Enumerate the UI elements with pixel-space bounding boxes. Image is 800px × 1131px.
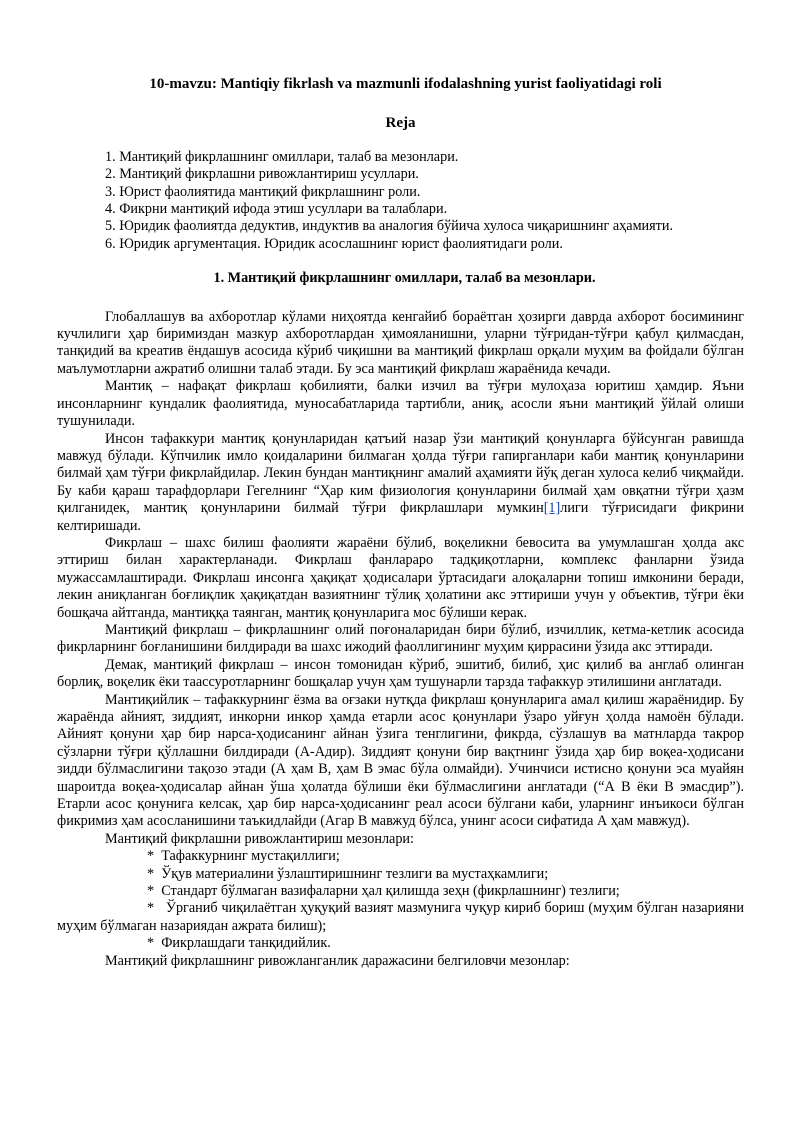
document-title: 10-mavzu: Mantiqiy fikrlash va mazmunli ifodalashning yurist faoliyatidagi roli bbox=[149, 76, 662, 92]
plan-heading: Reja bbox=[385, 115, 416, 132]
paragraph: Демак, мантиқий фикрлаш – инсон томонидан кўриб, эшитиб, билиб, ҳис қилиб ва англаб олинган борлиқ, воқелик ёки таассуротларнинг бошқалар учун ҳам тушунарли тарзда тафаккур этилишини англатади. bbox=[57, 656, 744, 691]
paragraph: Глобаллашув ва ахборотлар кўлами ниҳоятда кенгайиб бораётган ҳозирги даврда ахборот босимининг кучлилиги ҳар биримиздан мазкур ахборотлардан ҳимояланишни, уларни тўғридан-тўғри қабул қилмасдан, танқидий ва креатив ёндашув асосида кўриб чиқишни ва мантиқий фикрлаш орқали муҳим ва фойдали бўлган маълумотларни ажратиб олишни талаб этади. Бу эса мантиқий фикрлаш жараёнида кечади. bbox=[57, 308, 744, 377]
list-item-text: Стандарт бўлмаган вазифаларни ҳал қилишда зеҳн (фикрлашнинг) тезлиги; bbox=[161, 883, 620, 900]
list-item bbox=[57, 935, 744, 952]
paragraph-text: лиги тўғрисидаги фикрини келтиришади. bbox=[57, 500, 744, 534]
paragraph: Мантиқий фикрлаш – фикрлашнинг олий поғоналаридан бири бўлиб, изчиллик, кетма-кетлик асосида фикрларнинг боғланишини билдиради ва шахс ижодий фаоллигининг муҳим қиррасини ўзида акс эттиради. bbox=[57, 621, 744, 656]
list-item-text: Ўрганиб чиқилаётган ҳуқуқий вазият мазмунига чуқур кириб бориш (муҳим бўлган назарияни муҳим бўлмаган назариядан ажрата билиш); bbox=[57, 900, 745, 934]
list-item bbox=[57, 883, 744, 900]
paragraph-with-footnote bbox=[57, 431, 744, 535]
section-heading: 1. Мантиқий фикрлашнинг омиллари, талаб ва мезонлари. bbox=[213, 270, 596, 287]
list-item-text: Фикрлашдаги танқидийлик. bbox=[161, 935, 331, 952]
paragraph: Мантиқий фикрлашнинг ривожланганлик даражасини белгиловчи мезонлар: bbox=[105, 952, 570, 969]
plan-item: 2. Мантиқий фикрлашни ривожлантириш усуллари. bbox=[105, 166, 419, 183]
bullet-marker: * bbox=[147, 865, 155, 882]
bullet-marker: * bbox=[147, 935, 155, 952]
paragraph: Фикрлаш – шахс билиш фаолияти жараёни бўлиб, воқеликни бевосита ва умумлашган ҳолда акс эттириш билан характерланади. Фикрлаш фанлараро тадқиқотларни, комплекс фанларни ўзида мужассамлаштиради. Фикрлаш инсонга ҳақиқат ҳодисалари ўртасидаги алоқаларни топиш имконини беради, лекин аниқланган боғлиқлик ҳақиқатдан вазиятнинг тўлиқ ҳолатини акс эттириши учун у объектив, тўғри ёки бошқача айтганда, мантиққа таянган, мантиқ қонунларига мос бўлиши керак. bbox=[57, 534, 744, 621]
paragraph: Мантиқ – нафақат фикрлаш қобилияти, балки изчил ва тўғри мулоҳаза юритиш ҳамдир. Яъни инсонларнинг кундалик фаолиятида, муносабатларида тартибли, аниқ, асосли яъни мантиқий ўйлай олиши тушунилади. bbox=[57, 378, 744, 430]
criteria-list bbox=[57, 848, 744, 952]
plan-item: 1. Мантиқий фикрлашнинг омиллари, талаб ва мезонлари. bbox=[105, 148, 459, 165]
plan-item: 6. Юридик аргументация. Юридик асослашнинг юрист фаолиятидаги роли. bbox=[105, 235, 563, 252]
list-item-text: Тафаккурнинг мустақиллиги; bbox=[161, 848, 340, 865]
paragraph-text: Инсон тафаккури мантиқ қонунларидан қатъий назар ўзи мантиқий қонунларга бўйсунган равишда мавжуд бўлади. Кўпчилик имло қоидаларини билмаган ҳолда тўғри гапирганлари каби мантиқ қонунларини билмай ҳам тўғри фикрлайдилар. Лекин бундан мантиқнинг амалий аҳамияти йўқ деган хулоса келиб чиқмайди. Бу каби қараш тарафдорлари Гегелнинг “Ҳар ким физиология қонунларини билмай ҳам овқатни тўғри ҳазм қилганидек, мантиқ қонунларини билмай тўғри фикрлашлари мумкин bbox=[57, 430, 744, 517]
paragraph: Мантиқий фикрлашни ривожлантириш мезонлари: bbox=[105, 830, 414, 847]
footnote-link[interactable]: [1] bbox=[543, 500, 561, 517]
plan-list bbox=[57, 149, 744, 253]
list-item bbox=[57, 848, 744, 865]
plan-item: 5. Юридик фаолиятда дедуктив, индуктив ва аналогия бўйича хулоса чиқаришнинг аҳамияти. bbox=[105, 218, 674, 235]
plan-item: 3. Юрист фаолиятида мантиқий фикрлашнинг роли. bbox=[105, 183, 421, 200]
plan-item: 4. Фикрни мантиқий ифода этиш усуллари ва талаблари. bbox=[105, 201, 448, 218]
list-item bbox=[57, 866, 744, 883]
bullet-marker: * bbox=[147, 883, 155, 900]
bullet-marker: * bbox=[147, 848, 155, 865]
list-item-text: Ўқув материалини ўзлаштиришнинг тезлиги ва мустаҳкамлиги; bbox=[161, 865, 549, 882]
bullet-marker: * bbox=[147, 900, 155, 917]
paragraph: Мантиқийлик – тафаккурнинг ёзма ва оғзаки нутқда фикрлаш қонунларига амал қилиш жараёнидир. Бу жараёнда айният, зиддият, инкорни инкор ҳамда етарли асос қонунлари ўзаро уйғун ҳолда намоён бўлади. Айният қонуни ҳар бир нарса-ҳодисанинг айнан ўзига тенглигини, фикрда, сўзлашув ва матнларда такрор сўзларни тўғри қўллашни билдиради (А-Адир). Зиддият қонуни бир вақтнинг ўзида ҳар бир воқеа-ҳодисани зидди бўлмаслигини тақозо этади (А ҳам В, ҳам В эмас бўла олмайди). Учинчиси истисно қонуни эса муайян шароитда воқеа-ҳодисалар айнан ўша ҳолатда бўлиши ёки бўлмаслигини англатади (“А В ёки В эмасдир”). Етарли асос қонунига келсак, ҳар бир нарса-ҳодисанинг реал асоси бўлгани каби, уларнинг инъикоси бўлган фикримиз ҳам асосланишини таъкидлайди (Агар В мавжуд бўлса, унинг асоси сифатида А ҳам мавжуд). bbox=[57, 691, 744, 830]
list-item bbox=[57, 900, 744, 935]
